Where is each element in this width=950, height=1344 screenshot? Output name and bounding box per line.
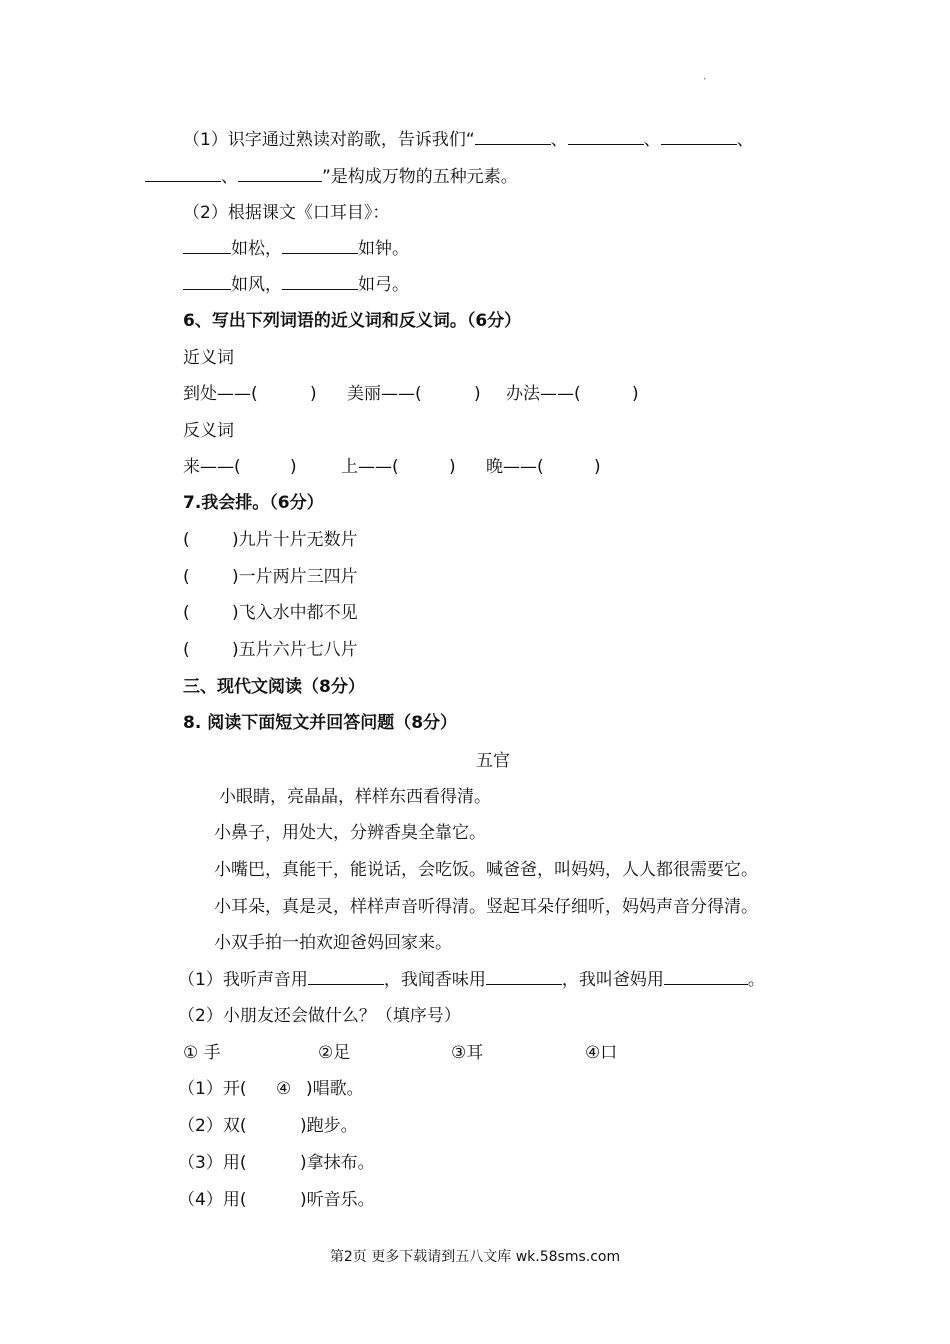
answer-blank[interactable] [145, 165, 221, 182]
answer-blank[interactable] [183, 237, 231, 254]
option-2: ②足 [318, 1043, 351, 1063]
poem-line-2: 小鼻子，用处大，分辨香臭全靠它。 [214, 823, 486, 843]
answer-blank[interactable] [282, 273, 358, 290]
q7-open-4: ( [183, 640, 190, 660]
q7-item-3: )飞入水中都不见 [232, 603, 358, 623]
q7-item-4: )五片六片七八片 [232, 640, 358, 660]
q7-item-2: )一片两片三四片 [232, 567, 358, 587]
q5-2-intro: （2）根据课文《口耳目》： [183, 203, 390, 223]
poem-title: 五官 [476, 751, 510, 771]
q6-ant-label: 反义词 [183, 421, 234, 441]
poem-line-5: 小双手拍一拍欢迎爸妈回家来。 [214, 933, 452, 953]
answer-blank[interactable] [661, 128, 737, 145]
q6-ant-close-2: ) [449, 457, 456, 477]
q7-open-2: ( [183, 567, 190, 587]
answer-blank[interactable] [282, 237, 358, 254]
q5-1-line2: 、 ”是构成万物的五种元素。 [145, 165, 518, 188]
option-1: ① 手 [183, 1043, 221, 1063]
q6-syn-close-2: ) [474, 384, 481, 404]
fill-3-post: )拿抹布。 [300, 1153, 375, 1173]
q8-title: 8. 阅读下面短文并回答问题（8分） [183, 713, 458, 733]
q8-sub2: （2）小朋友还会做什么？（填序号） [178, 1006, 461, 1026]
q6-ant-1: 来——( [183, 457, 241, 477]
fill-1-pre: （1）开( [178, 1079, 247, 1099]
answer-blank[interactable] [475, 128, 551, 145]
fill-4-post: )听音乐。 [300, 1190, 375, 1210]
fill-1-post: )唱歌。 [306, 1079, 364, 1099]
q6-syn-close-1: ) [310, 384, 317, 404]
answer-blank[interactable] [308, 968, 384, 985]
section-3-heading: 三、现代文阅读（8分） [183, 677, 365, 697]
poem-line-4: 小耳朵，真是灵，样样声音听得清。竖起耳朵仔细听，妈妈声音分得清。 [214, 897, 758, 917]
q6-syn-3: 办法——( [506, 384, 581, 404]
q8-sub1: （1）我听声音用 ，我闻香味用 ，我叫爸妈用 。 [178, 970, 765, 990]
fill-1-answer[interactable]: ④ [276, 1079, 292, 1099]
q5-1-line1: （1）识字通过熟读对韵歌，告诉我们“ 、 、 、 [183, 130, 754, 150]
q6-ant-close-1: ) [290, 457, 297, 477]
q7-title: 7.我会排。（6分） [183, 493, 324, 513]
q7-open-3: ( [183, 603, 190, 623]
fill-2-pre: （2）双( [178, 1116, 247, 1136]
option-4: ④口 [585, 1043, 618, 1063]
poem-line-3: 小嘴巴，真能干，能说话，会吃饭。喊爸爸，叫妈妈，人人都很需要它。 [214, 860, 758, 880]
dot-mark: • [703, 76, 707, 83]
q6-ant-2: 上——( [341, 457, 399, 477]
answer-blank[interactable] [664, 968, 748, 985]
answer-blank[interactable] [183, 273, 231, 290]
option-3: ③耳 [451, 1043, 484, 1063]
page-footer: 第2页 更多下载请到五八文库 wk.58sms.com [329, 1249, 621, 1265]
poem-line-1: 小眼睛，亮晶晶，样样东西看得清。 [219, 787, 491, 807]
fill-2-post: )跑步。 [300, 1116, 358, 1136]
answer-blank[interactable] [238, 165, 322, 182]
fill-3-pre: （3）用( [178, 1153, 247, 1173]
q5-2-line-a: 如松， 如钟。 [183, 237, 409, 260]
answer-blank[interactable] [568, 128, 644, 145]
q7-item-1: )九片十片无数片 [232, 530, 358, 550]
q5-2-line-b: 如风， 如弓。 [183, 273, 409, 296]
q6-title: 6、写出下列词语的近义词和反义词。（6分） [183, 311, 522, 331]
q6-syn-2: 美丽——( [347, 384, 422, 404]
fill-4-pre: （4）用( [178, 1190, 247, 1210]
q6-syn-1: 到处——( [183, 384, 258, 404]
answer-blank[interactable] [486, 968, 562, 985]
q6-syn-close-3: ) [632, 384, 639, 404]
q6-syn-label: 近义词 [183, 348, 234, 368]
q7-open-1: ( [183, 530, 190, 550]
q6-ant-3: 晚——( [486, 457, 544, 477]
q6-ant-close-3: ) [594, 457, 601, 477]
